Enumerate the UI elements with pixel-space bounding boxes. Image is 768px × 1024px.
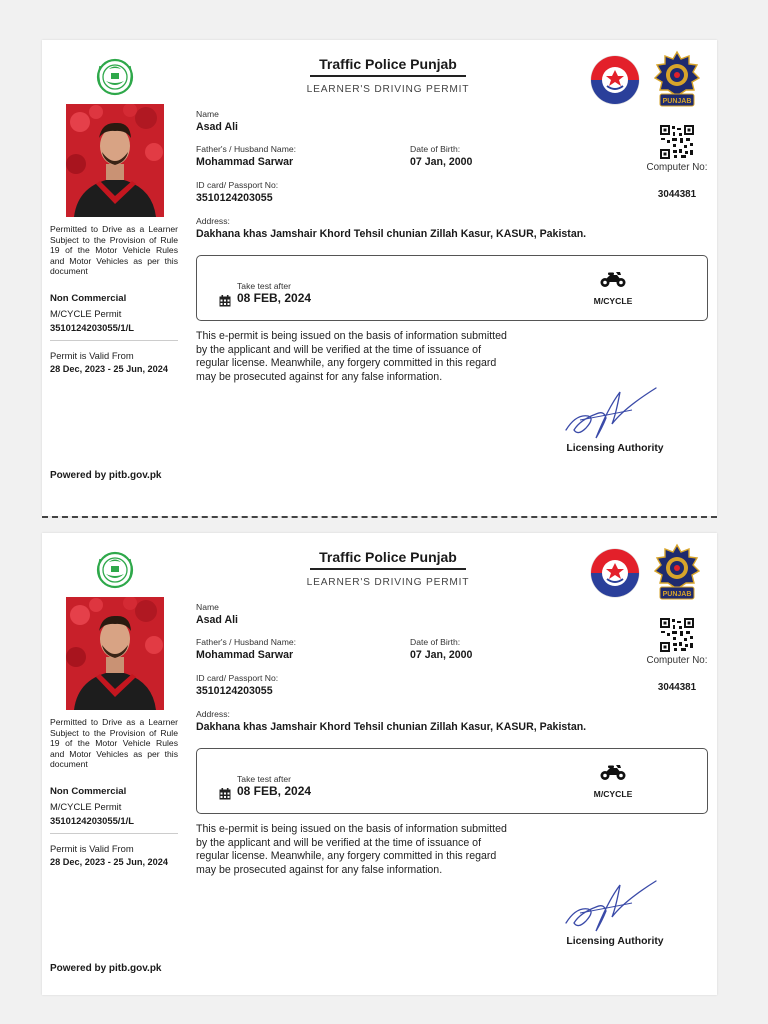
vehicle-label: M/CYCLE [593,789,633,799]
validity-dates: 28 Dec, 2023 - 25 Jun, 2024 [50,364,168,374]
father-value: Mohammad Sarwar [196,649,294,661]
id-value: 3510124203055 [196,192,273,204]
dob-label: Date of Birth: [410,637,461,647]
address-value: Dakhana khas Jamshair Khord Tehsil chunian Zillah Kasur, KASUR, Pakistan. [196,721,587,733]
card-title: Traffic Police Punjab [310,56,466,77]
id-label: ID card/ Passport No: [196,180,279,190]
powered-by: Powered by pitb.gov.pk [50,470,162,481]
police-logo [590,54,640,106]
permit-notice: This e-permit is being issued on the basis of information submitted by the applicant and will be verified at the time of issuance of regular license. Meanwhile, any forgery committed in this regard may be prosecuted against for any false information. [196,330,507,383]
test-date: 08 FEB, 2024 [237,784,312,798]
test-box [196,255,708,321]
permit-number: 3510124203055/1/L [50,322,134,333]
father-label: Father's / Husband Name: [196,637,297,647]
validity-label: Permit is Valid From [50,843,134,854]
motorcycle-icon [600,763,626,781]
badge-bottom-text: PUNJAB [662,591,692,598]
id-label: ID card/ Passport No: [196,673,279,683]
permit-category: Non Commercial [50,786,127,797]
authority-signature [562,380,660,442]
left-divider [50,340,178,341]
test-date: 08 FEB, 2024 [237,291,312,305]
card-subtitle: LEARNER'S DRIVING PERMIT [306,84,470,95]
name-label: Name [196,602,219,612]
rule-text: Permitted to Drive as a Learner Subject to the Provision of Rule 19 of the Motor Vehicle Rules and Motor Vehicles as per this document [50,224,178,276]
test-label: Take test after [237,281,291,291]
card-subtitle: LEARNER'S DRIVING PERMIT [306,577,470,588]
motorcycle-icon [600,270,626,288]
holder-photo [66,597,164,710]
powered-by: Powered by pitb.gov.pk [50,963,162,974]
badge-bottom-text: PUNJAB [662,98,692,105]
licensing-authority: Licensing Authority [566,936,664,947]
id-value: 3510124203055 [196,685,273,697]
punjab-logo [94,56,136,96]
address-label: Address: [196,216,230,226]
cut-line [42,516,717,518]
father-value: Mohammad Sarwar [196,156,294,168]
permit-type: M/CYCLE Permit [50,308,122,319]
calendar-icon [219,787,231,799]
calendar-icon [219,294,231,306]
left-divider [50,833,178,834]
qr-code [659,124,695,160]
police-logo [590,547,640,599]
permit-category: Non Commercial [50,293,127,304]
name-label: Name [196,109,219,119]
permit-notice: This e-permit is being issued on the basis of information submitted by the applicant and will be verified at the time of issuance of regular license. Meanwhile, any forgery committed in this regard may be prosecuted against for any false information. [196,823,507,876]
permit-number: 3510124203055/1/L [50,815,134,826]
card-title: Traffic Police Punjab [310,549,466,570]
permit-card [42,40,717,516]
punjab-logo [94,549,136,589]
test-label: Take test after [237,774,291,784]
permit-card-copy [42,533,717,995]
father-label: Father's / Husband Name: [196,144,297,154]
address-value: Dakhana khas Jamshair Khord Tehsil chunian Zillah Kasur, KASUR, Pakistan. [196,228,587,240]
traffic-police-badge [654,50,700,108]
vehicle-label: M/CYCLE [593,296,633,306]
rule-text: Permitted to Drive as a Learner Subject to the Provision of Rule 19 of the Motor Vehicle Rules and Motor Vehicles as per this document [50,717,178,769]
test-box [196,748,708,814]
computer-number-label: Computer No: [646,655,708,666]
name-value: Asad Ali [196,614,238,626]
holder-photo [66,104,164,217]
dob-value: 07 Jan, 2000 [410,649,473,661]
validity-dates: 28 Dec, 2023 - 25 Jun, 2024 [50,857,168,867]
address-label: Address: [196,709,230,719]
validity-label: Permit is Valid From [50,350,134,361]
licensing-authority: Licensing Authority [566,443,664,454]
computer-number-value: 3044381 [657,682,697,693]
authority-signature [562,873,660,935]
dob-value: 07 Jan, 2000 [410,156,473,168]
computer-number-label: Computer No: [646,162,708,173]
dob-label: Date of Birth: [410,144,461,154]
qr-code [659,617,695,653]
traffic-police-badge [654,543,700,601]
computer-number-value: 3044381 [657,189,697,200]
name-value: Asad Ali [196,121,238,133]
permit-type: M/CYCLE Permit [50,801,122,812]
